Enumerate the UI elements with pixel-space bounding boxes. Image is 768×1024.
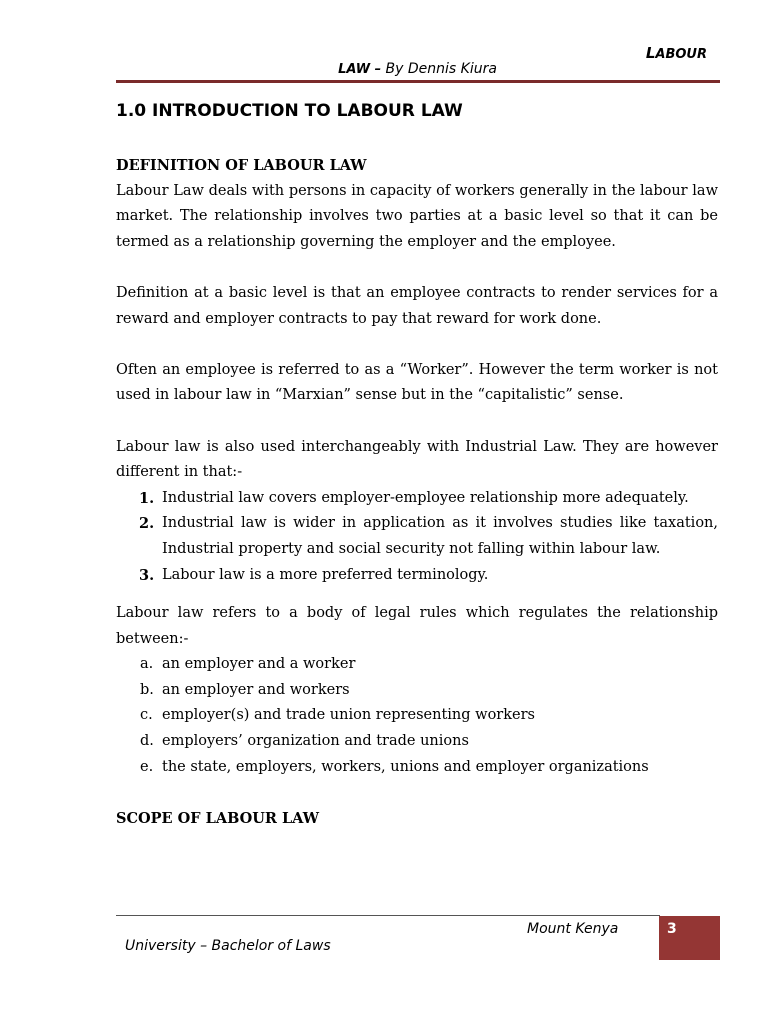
scope-heading: SCOPE OF LABOUR LAW xyxy=(116,809,319,827)
list-item xyxy=(116,703,718,729)
paragraph-2: Definition at a basic level is that an employee contracts to render services for a reward and employer contracts to pay that reward for work done. xyxy=(116,284,718,327)
list-item xyxy=(116,678,718,704)
list-item-text: an employer and a worker xyxy=(162,656,356,673)
header-divider xyxy=(116,80,720,83)
list-item-text: an employer and workers xyxy=(162,681,350,698)
document-body xyxy=(116,153,718,831)
definition-heading: DEFINITION OF LABOUR LAW xyxy=(116,157,367,174)
list-item xyxy=(116,755,718,781)
header-right-initial: L xyxy=(645,44,656,62)
list-item xyxy=(116,511,718,562)
footer-institution-line1: Mount Kenya xyxy=(527,921,619,937)
list-item-text: the state, employers, workers, unions and employer organizations xyxy=(162,758,649,775)
list-marker: 1. xyxy=(139,489,155,507)
list-item-text: Labour law is a more preferred terminology. xyxy=(162,566,489,583)
list-marker: e. xyxy=(140,758,154,775)
list-marker: a. xyxy=(140,656,154,673)
paragraph-3: Often an employee is referred to as a “Worker”. However the term worker is not used in labour law in “Marxian” sense but in the “capitalistic” sense. xyxy=(116,361,718,404)
page-number-box xyxy=(659,916,720,960)
paragraph-5: Labour law refers to a body of legal rules which regulates the relationship between:- xyxy=(116,605,718,647)
list-item-text: Industrial law is wider in application as it involves studies like taxation, Industrial property and social security not falling within labour law. xyxy=(162,515,718,557)
header-center-bold: LAW – xyxy=(338,62,382,77)
list-marker: 3. xyxy=(139,566,155,584)
list-marker: b. xyxy=(140,681,154,698)
list-item-text: employer(s) and trade union representing workers xyxy=(162,707,535,724)
page-number: 3 xyxy=(667,921,677,937)
list-item xyxy=(116,652,718,678)
footer-divider xyxy=(116,915,660,916)
list-item xyxy=(116,729,718,755)
paragraph-4: Labour law is also used interchangeably with Industrial Law. They are however different in that:- xyxy=(116,438,718,481)
page-title: 1.0 INTRODUCTION TO LABOUR LAW xyxy=(116,101,463,121)
header-center-author: By Dennis Kiura xyxy=(381,61,497,77)
paragraph-1: Labour Law deals with persons in capacity of workers generally in the labour law market. The relationship involves two parties at a basic level so that it can be termed as a relationship governing the employer and the employee. xyxy=(116,182,718,250)
list-item-text: Industrial law covers employer-employee relationship more adequately. xyxy=(162,489,689,506)
header-right-rest: ABOUR xyxy=(655,47,707,62)
list-item-text: employers’ organization and trade unions xyxy=(162,733,469,750)
running-header-right xyxy=(646,44,707,62)
footer-institution-line2: University – Bachelor of Laws xyxy=(125,938,331,954)
list-item xyxy=(116,486,718,512)
list-marker: c. xyxy=(140,707,153,724)
running-header-center xyxy=(0,61,768,77)
list-marker: d. xyxy=(140,733,154,750)
list-marker: 2. xyxy=(139,515,155,533)
numbered-list xyxy=(116,486,718,588)
lettered-list xyxy=(116,652,718,780)
list-item xyxy=(116,563,718,589)
